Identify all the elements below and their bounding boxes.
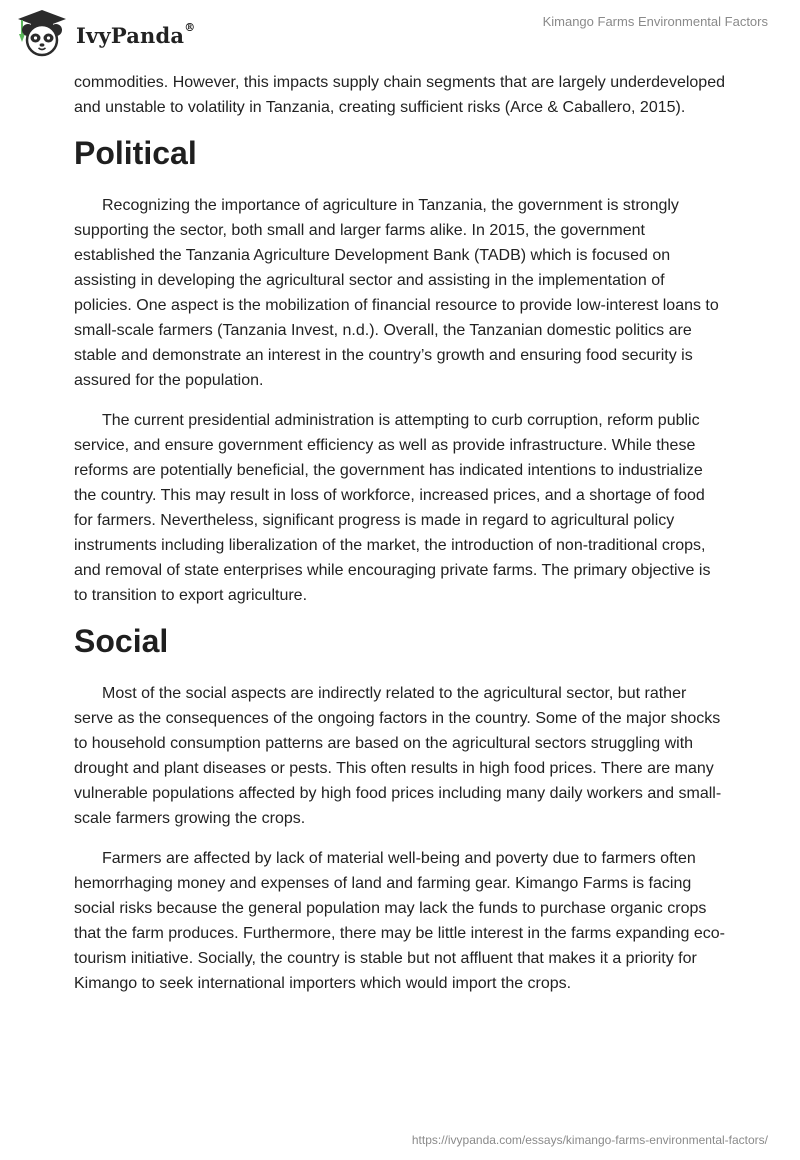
brand-name: IvyPanda® [76, 20, 196, 48]
section-heading-political: Political [74, 135, 197, 171]
source-url-link[interactable]: https://ivypanda.com/essays/kimango-farms-environmental-factors/ [411, 1133, 768, 1147]
social-paragraph-2: Farmers are affected by lack of material well-being and poverty due to farmers often hemorrhaging money and expenses of land and farming gear. Kimango Farms is facing social risks because the general population may lack the funds to purchase organic crops that the farm produces. Furthermore, there may be little interest in the farms expanding eco-tourism initiative. Socially, the country is stable but not affluent that makes it a priority for Kimango to seek international importers which would import the crops. [74, 850, 725, 992]
page-header [0, 0, 800, 70]
brand-logo[interactable] [14, 8, 195, 58]
article-body [74, 70, 726, 1011]
panda-graduate-logo-icon [14, 8, 70, 58]
political-paragraph-2: The current presidential administration is attempting to curb corruption, reform public service, and ensure government efficiency as well as provide infrastructure. While these reforms are potentially beneficial, the government has indicated intentions to industrialize the country. This may result in loss of workforce, increased prices, and a shortage of food for farmers. Nevertheless, significant progress is made in regard to agricultural policy instruments including liberalization of the market, the introduction of non-traditional crops, and removal of state enterprises while encouraging private farms. The primary objective is to transition to export agriculture. [74, 412, 711, 604]
document-title: Kimango Farms Environmental Factors [542, 14, 768, 29]
political-paragraph-1: Recognizing the importance of agriculture in Tanzania, the government is strongly supporting the sector, both small and larger farms alike. In 2015, the government established the Tanzania Agriculture Development Bank (TADB) which is focused on assisting in developing the agricultural sector and assisting in the implementation of policies. One aspect is the mobilization of financial resource to provide low-interest loans to small-scale farmers (Tanzania Invest, n.d.). Overall, the Tanzanian domestic politics are stable and demonstrate an interest in the country’s growth and ensuring food security is assured for the population. [74, 197, 719, 389]
social-paragraph-1: Most of the social aspects are indirectly related to the agricultural sector, but rather serve as the consequences of the ongoing factors in the country. Some of the major shocks to household consumption patterns are based on the agricultural sectors struggling with drought and plant diseases or pests. This often results in high food prices. There are many vulnerable populations affected by high food prices including many daily workers and small-scale farmers growing the crops. [74, 685, 722, 827]
intro-paragraph: commodities. However, this impacts supply chain segments that are largely underdeveloped and unstable to volatility in Tanzania, creating sufficient risks (Arce & Caballero, 2015). [74, 74, 725, 116]
section-heading-social: Social [74, 623, 169, 659]
